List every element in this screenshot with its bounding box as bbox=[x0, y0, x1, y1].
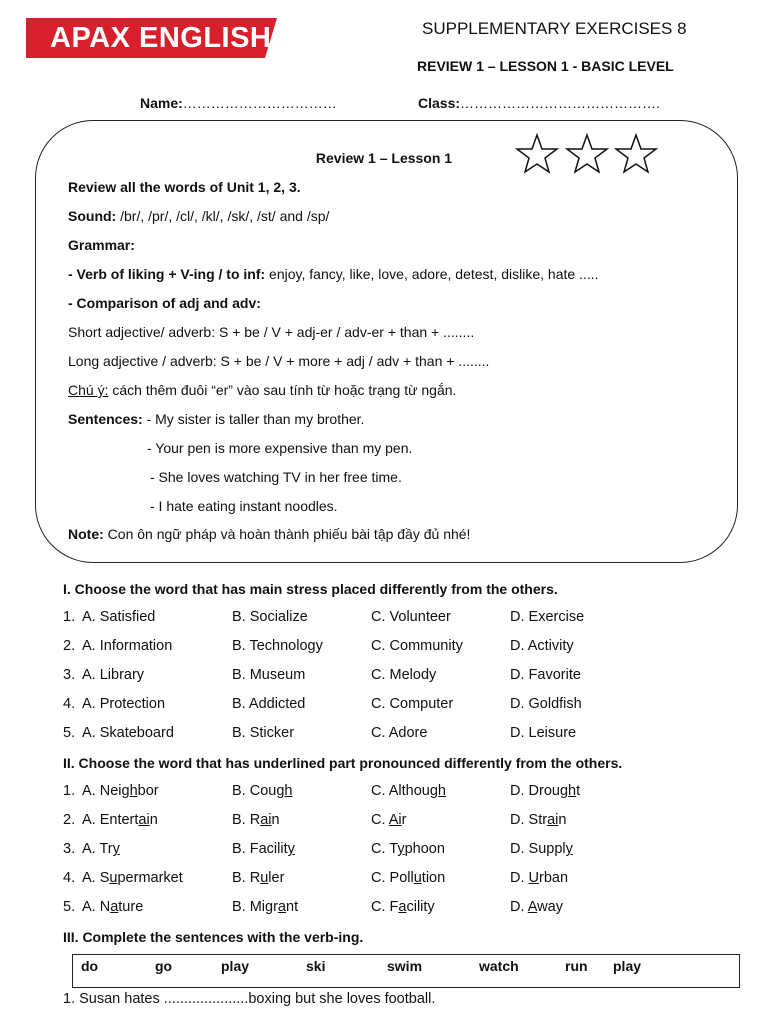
word-prefix: B. Facilit bbox=[232, 841, 288, 857]
word-prefix: C. F bbox=[371, 899, 399, 915]
word-prefix: B. R bbox=[232, 812, 261, 828]
word-suffix: ler bbox=[268, 870, 285, 886]
answer-option-a[interactable]: A. Satisfied bbox=[82, 609, 156, 625]
answer-option-c[interactable] bbox=[371, 812, 406, 828]
question-row bbox=[63, 841, 743, 861]
underlined-part: a bbox=[277, 899, 286, 915]
apax-logo bbox=[26, 18, 277, 58]
answer-option-a[interactable] bbox=[82, 841, 120, 857]
word-prefix: C. Althou bbox=[371, 783, 430, 799]
underlined-part: y bbox=[397, 841, 405, 857]
word-prefix: C. bbox=[371, 812, 389, 828]
underlined-part: y bbox=[287, 841, 295, 857]
word-prefix: A. Neig bbox=[82, 783, 130, 799]
answer-option-b[interactable]: B. Socialize bbox=[232, 609, 308, 625]
answer-option-b[interactable] bbox=[232, 841, 295, 857]
sentences-label: Sentences: bbox=[68, 411, 143, 427]
question-number: 2. bbox=[63, 812, 76, 828]
answer-option-a[interactable]: A. Library bbox=[82, 667, 145, 683]
word-suffix: nt bbox=[286, 899, 299, 915]
answer-option-d[interactable]: D. Activity bbox=[510, 638, 574, 654]
word-bank-item: play bbox=[613, 958, 642, 974]
sentences-line bbox=[68, 411, 364, 427]
question-1: 1. Susan hates .....................boxing but she loves football. bbox=[63, 991, 436, 1007]
answer-option-a[interactable]: A. Skateboard bbox=[82, 725, 174, 741]
word-bank-item: go bbox=[155, 958, 173, 974]
word-suffix: cility bbox=[406, 899, 435, 915]
question-number: 5. bbox=[63, 899, 76, 915]
word-suffix: permarket bbox=[117, 870, 183, 886]
answer-option-c[interactable]: C. Melody bbox=[371, 667, 437, 683]
word-prefix: C. T bbox=[371, 841, 398, 857]
question-number: 3. bbox=[63, 667, 76, 683]
question-number: 4. bbox=[63, 696, 76, 712]
underlined-part: u bbox=[413, 870, 422, 886]
answer-option-c[interactable]: C. Volunteer bbox=[371, 609, 451, 625]
answer-option-c[interactable] bbox=[371, 783, 446, 799]
sound-text: /br/, /pr/, /cl/, /kl/, /sk/, /st/ and /sp/ bbox=[116, 208, 330, 224]
word-suffix: phoon bbox=[404, 841, 445, 857]
word-prefix: B. R bbox=[232, 870, 261, 886]
class-label: Class: bbox=[418, 95, 461, 111]
note-label: Note: bbox=[68, 526, 104, 542]
section-1-title: I. Choose the word that has main stress placed differently from the others. bbox=[63, 581, 558, 597]
word-suffix: n bbox=[558, 812, 567, 828]
section-3-title: III. Complete the sentences with the verb-ing. bbox=[63, 929, 364, 945]
name-label: Name: bbox=[140, 95, 183, 111]
question-row bbox=[63, 812, 743, 832]
name-field[interactable] bbox=[140, 95, 337, 111]
name-blank: …………………………… bbox=[182, 95, 337, 111]
sentence-3: - She loves watching TV in her free time. bbox=[150, 469, 402, 485]
answer-option-b[interactable]: B. Sticker bbox=[232, 725, 295, 741]
word-bank-item: run bbox=[565, 958, 588, 974]
word-prefix: D. bbox=[510, 899, 528, 915]
answer-option-b[interactable]: B. Addicted bbox=[232, 696, 306, 712]
class-field[interactable] bbox=[418, 95, 660, 111]
word-prefix: D. Suppl bbox=[510, 841, 566, 857]
word-suffix: n bbox=[271, 812, 280, 828]
verb-liking-line bbox=[68, 266, 599, 282]
answer-option-a[interactable]: A. Information bbox=[82, 638, 173, 654]
note-text: Con ôn ngữ pháp và hoàn thành phiếu bài tập đầy đủ nhé! bbox=[103, 526, 471, 542]
word-bank-item: do bbox=[81, 958, 99, 974]
word-prefix: A. Entert bbox=[82, 812, 139, 828]
answer-option-c[interactable] bbox=[371, 899, 435, 915]
underlined-part: gh bbox=[276, 783, 293, 799]
question-row bbox=[63, 870, 743, 890]
grammar-label: Grammar: bbox=[68, 237, 135, 253]
worksheet-subtitle: REVIEW 1 – LESSON 1 - BASIC LEVEL bbox=[417, 58, 674, 74]
sentence-1: - My sister is taller than my brother. bbox=[142, 411, 365, 427]
answer-option-b[interactable] bbox=[232, 812, 280, 828]
underlined-part: h bbox=[129, 783, 138, 799]
answer-option-b[interactable] bbox=[232, 899, 298, 915]
answer-option-c[interactable] bbox=[371, 841, 445, 857]
underlined-part: a bbox=[110, 899, 119, 915]
answer-option-b[interactable]: B. Museum bbox=[232, 667, 306, 683]
short-adjective-rule: Short adjective/ adverb: S + be / V + adj-er / adv-er + than + ........ bbox=[68, 324, 475, 340]
word-prefix: A. S bbox=[82, 870, 110, 886]
answer-option-d[interactable] bbox=[510, 870, 568, 886]
question-row bbox=[63, 609, 743, 629]
rating-stars bbox=[514, 133, 660, 175]
star-icon bbox=[567, 135, 607, 172]
question-row bbox=[63, 783, 743, 803]
worksheet-title: SUPPLEMENTARY EXERCISES 8 bbox=[422, 19, 687, 38]
question-number: 1. bbox=[63, 609, 76, 625]
question-row bbox=[63, 696, 743, 716]
word-bank-item: swim bbox=[387, 958, 423, 974]
word-suffix: r bbox=[401, 812, 407, 828]
word-suffix: t bbox=[576, 783, 581, 799]
answer-option-a[interactable]: A. Protection bbox=[82, 696, 166, 712]
underlined-part: gh bbox=[559, 783, 577, 799]
review-heading: Review 1 – Lesson 1 bbox=[315, 150, 453, 166]
word-bank-item: ski bbox=[306, 958, 326, 974]
word-prefix: B. Cou bbox=[232, 783, 277, 799]
answer-option-b[interactable] bbox=[232, 870, 284, 886]
question-row bbox=[63, 638, 743, 658]
comparison-label: - Comparison of adj and adv: bbox=[68, 295, 261, 311]
answer-option-a[interactable] bbox=[82, 870, 183, 886]
underlined-part: U bbox=[528, 870, 540, 886]
sound-line bbox=[68, 208, 329, 224]
word-prefix: B. Migr bbox=[232, 899, 278, 915]
answer-option-c[interactable]: C. Computer bbox=[371, 696, 454, 712]
answer-option-d[interactable]: D. Goldfish bbox=[510, 696, 582, 712]
verb-liking-label: - Verb of liking + V-ing / to inf: bbox=[68, 266, 266, 282]
answer-option-c[interactable]: C. Adore bbox=[371, 725, 428, 741]
note-vi-label: Chú ý: bbox=[68, 382, 109, 398]
note-line bbox=[68, 526, 470, 542]
question-number: 5. bbox=[63, 725, 76, 741]
answer-option-a[interactable] bbox=[82, 899, 143, 915]
question-row bbox=[63, 899, 743, 919]
word-suffix: way bbox=[537, 899, 563, 915]
answer-option-d[interactable]: D. Favorite bbox=[510, 667, 581, 683]
word-prefix: D. Drou bbox=[510, 783, 560, 799]
word-suffix: tion bbox=[421, 870, 446, 886]
word-suffix: bor bbox=[137, 783, 159, 799]
answer-option-d[interactable]: D. Leisure bbox=[510, 725, 577, 741]
answer-option-d[interactable] bbox=[510, 783, 580, 799]
answer-option-d[interactable] bbox=[510, 812, 566, 828]
answer-option-b[interactable]: B. Technology bbox=[232, 638, 323, 654]
answer-option-c[interactable]: C. Community bbox=[371, 638, 463, 654]
underlined-part: y bbox=[112, 841, 120, 857]
word-bank-item: watch bbox=[479, 958, 519, 974]
review-words-line: Review all the words of Unit 1, 2, 3. bbox=[68, 179, 301, 195]
question-number: 1. bbox=[63, 783, 76, 799]
word-prefix: A. N bbox=[82, 899, 111, 915]
class-blank: ……………………………………. bbox=[460, 95, 660, 111]
answer-option-c[interactable] bbox=[371, 870, 445, 886]
answer-option-b[interactable] bbox=[232, 783, 292, 799]
word-prefix: D. bbox=[510, 870, 529, 886]
sound-label: Sound: bbox=[68, 208, 117, 224]
verb-liking-text: enjoy, fancy, like, love, adore, detest, dislike, hate ..... bbox=[265, 266, 599, 282]
word-prefix: A. Tr bbox=[82, 841, 113, 857]
word-prefix: C. Poll bbox=[371, 870, 414, 886]
logo-text: APAX ENGLISH bbox=[50, 21, 272, 54]
question-row bbox=[63, 725, 743, 745]
star-icon bbox=[616, 135, 656, 172]
word-suffix: rban bbox=[539, 870, 569, 886]
underlined-part: a bbox=[398, 899, 407, 915]
answer-option-d[interactable]: D. Exercise bbox=[510, 609, 585, 625]
question-number: 2. bbox=[63, 638, 76, 654]
answer-option-d[interactable] bbox=[510, 841, 573, 857]
underlined-part: gh bbox=[429, 783, 446, 799]
word-bank-item: play bbox=[221, 958, 250, 974]
answer-option-a[interactable] bbox=[82, 783, 159, 799]
underlined-part: ai bbox=[138, 812, 150, 828]
sentence-2: - Your pen is more expensive than my pen. bbox=[147, 440, 413, 456]
star-icon bbox=[517, 135, 557, 172]
word-suffix: n bbox=[149, 812, 158, 828]
underlined-part: u bbox=[109, 870, 118, 886]
long-adjective-rule: Long adjective / adverb: S + be / V + more + adj / adv + than + ........ bbox=[68, 353, 490, 369]
question-number: 4. bbox=[63, 870, 76, 886]
word-bank-box bbox=[72, 954, 740, 988]
underlined-part: ai bbox=[260, 812, 272, 828]
note-vi-text: cách thêm đuôi “er” vào sau tính từ hoặc trạng từ ngắn. bbox=[108, 382, 457, 398]
question-number: 3. bbox=[63, 841, 76, 857]
underlined-part: Ai bbox=[388, 812, 402, 828]
underlined-part: y bbox=[565, 841, 573, 857]
answer-option-d[interactable] bbox=[510, 899, 563, 915]
answer-option-a[interactable] bbox=[82, 812, 158, 828]
sentence-4: - I hate eating instant noodles. bbox=[150, 498, 338, 514]
note-vi-line bbox=[68, 382, 456, 398]
question-row bbox=[63, 667, 743, 687]
underlined-part: ai bbox=[547, 812, 559, 828]
section-2-title: II. Choose the word that has underlined part pronounced differently from the others. bbox=[63, 755, 623, 771]
word-prefix: D. Str bbox=[510, 812, 548, 828]
underlined-part: u bbox=[260, 870, 269, 886]
underlined-part: A bbox=[527, 899, 538, 915]
word-suffix: ture bbox=[118, 899, 144, 915]
